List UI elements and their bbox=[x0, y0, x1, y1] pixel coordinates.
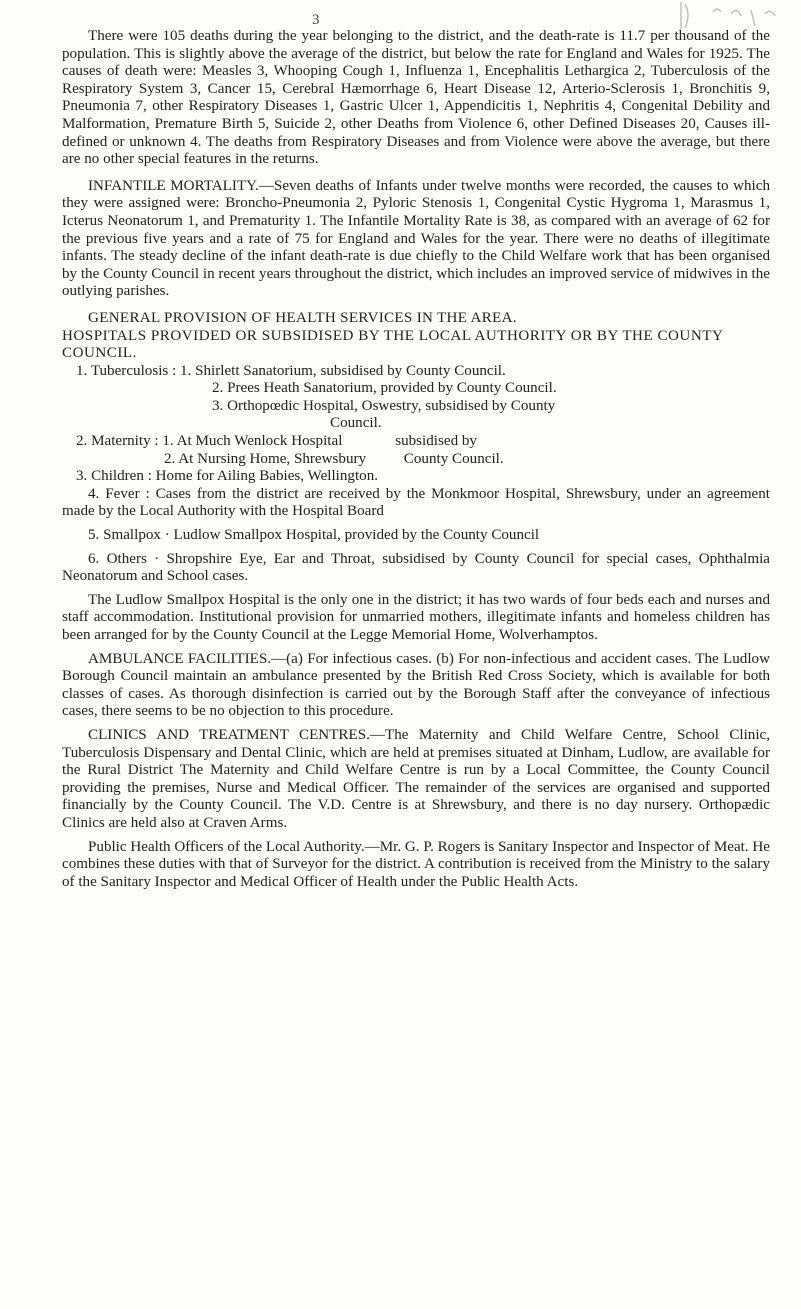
list-item-orthopaedic-cont: Council. bbox=[330, 415, 382, 432]
document-body bbox=[62, 28, 770, 891]
page-number: 3 bbox=[312, 12, 320, 28]
list-item-maternity: 2. Maternity : 1. At Much Wenlock Hospital subsidised by bbox=[76, 433, 477, 450]
paragraph-infantile-mortality: INFANTILE MORTALITY.—Seven deaths of Infants under twelve months were recorded, the causes to which they were assigned were: Broncho-Pneumonia 2, Pyloric Stenosis 1, Congenital Cystic Hygroma 1, Marasmus 1, Icterus Neonatorum 1, and Prematurity 1. The Infantile Mortality Rate is 38, as compared with an average of 62 for the previous five years and a rate of 75 for England and Wales for the year. There were no deaths of illegitimate infants. The steady decline of the infant death-rate is due chiefly to the Child Welfare work that has been organised by the County Council in recent years throughout the district, which includes an improved service of midwives in the outlying parishes. bbox=[62, 177, 770, 300]
list-item-tuberculosis: 1. Tuberculosis : 1. Shirlett Sanatorium, subsidised by County Council. bbox=[76, 362, 506, 379]
list-item-fever: 4. Fever : Cases from the district are received by the Monkmoor Hospital, Shrewsbury, under an agreement made by the Local Authority with the Hospital Board bbox=[62, 485, 770, 520]
paragraph-ambulance: AMBULANCE FACILITIES.—(a) For infectious cases. (b) For non-infectious and accident cases. The Ludlow Borough Council maintain an ambulance presented by the British Red Cross Society, which is available for both classes of cases. As thorough disinfection is carried out by the Borough Staff after the conveyance of infectious cases, there seems to be no objection to this procedure. bbox=[62, 650, 770, 720]
paragraph-clinics: CLINICS AND TREATMENT CENTRES.—The Maternity and Child Welfare Centre, School Clinic, Tuberculosis Dispensary and Dental Clinic, which are held at premises situated at Dinham, Ludlow, are available for the Rural District The Maternity and Child Welfare Centre is run by a Local Committee, the County Council providing the premises, Nurse and Medical Officer. The remainder of the services are organised and supported financially by the County Council. The V.D. Centre is at Shrewsbury, and there is no day nursery. Orthopædic Clinics are held also at Craven Arms. bbox=[62, 726, 770, 831]
paragraph-ludlow-hospital: The Ludlow Smallpox Hospital is the only one in the district; it has two wards of four beds each and nurses and staff accommodation. Institutional provision for unmarried mothers, illegitimate infants and homeless children has been arranged for by the County Council at the Legge Memorial Home, Wolverhamptos. bbox=[62, 591, 770, 643]
heading-general-provision: GENERAL PROVISION OF HEALTH SERVICES IN THE AREA. bbox=[88, 309, 517, 326]
list-item-children: 3. Children : Home for Ailing Babies, Wellington. bbox=[76, 468, 379, 485]
list-item-others: 6. Others · Shropshire Eye, Ear and Throat, subsidised by County Council for special cases, Ophthalmia Neonatorum and School cases. bbox=[62, 550, 770, 585]
heading-hospitals: HOSPITALS PROVIDED OR SUBSIDISED BY THE LOCAL AUTHORITY OR BY THE COUNTY COUNCIL. bbox=[62, 327, 723, 362]
paragraph-health-officers: Public Health Officers of the Local Authority.—Mr. G. P. Rogers is Sanitary Inspector and Inspector of Meat. He combines these duties with that of Surveyor for the district. A contribution is received from the Ministry to the salary of the Sanitary Inspector and Medical Officer of Health under the Public Health Acts. bbox=[62, 838, 771, 890]
list-item-smallpox: 5. Smallpox · Ludlow Smallpox Hospital, provided by the County Council bbox=[88, 527, 540, 544]
paragraph-deaths: There were 105 deaths during the year belonging to the district, and the death-rate is 11.7 per thousand of the population. This is slightly above the average of the district, but below the rate for England and Wales for 1925. The causes of death were: Measles 3, Whooping Cough 1, Influenza 1, Encephalitis Lethargica 2, Tuberculosis of the Respiratory System 3, Cancer 15, Cerebral Hæmorrhage 6, Heart Disease 12, Arterio-Sclerosis 1, Bronchitis 9, Pneumonia 7, other Respiratory Diseases 1, Gastric Ulcer 1, Appendicitis 1, Nephritis 4, Congenital Debility and Malformation, Premature Birth 5, Suicide 2, other Deaths from Violence 6, other Defined Diseases 20, Causes ill-defined or unknown 4. The deaths from Respiratory Diseases and from Violence were above the average, but there are no other special features in the returns. bbox=[62, 28, 770, 168]
list-item-nursing-home: 2. At Nursing Home, Shrewsbury County Council. bbox=[164, 450, 504, 467]
list-item-orthopaedic: 3. Orthopœdic Hospital, Oswestry, subsidised by County bbox=[212, 397, 556, 414]
list-item-prees-heath: 2. Prees Heath Sanatorium, provided by County Council. bbox=[212, 380, 557, 397]
